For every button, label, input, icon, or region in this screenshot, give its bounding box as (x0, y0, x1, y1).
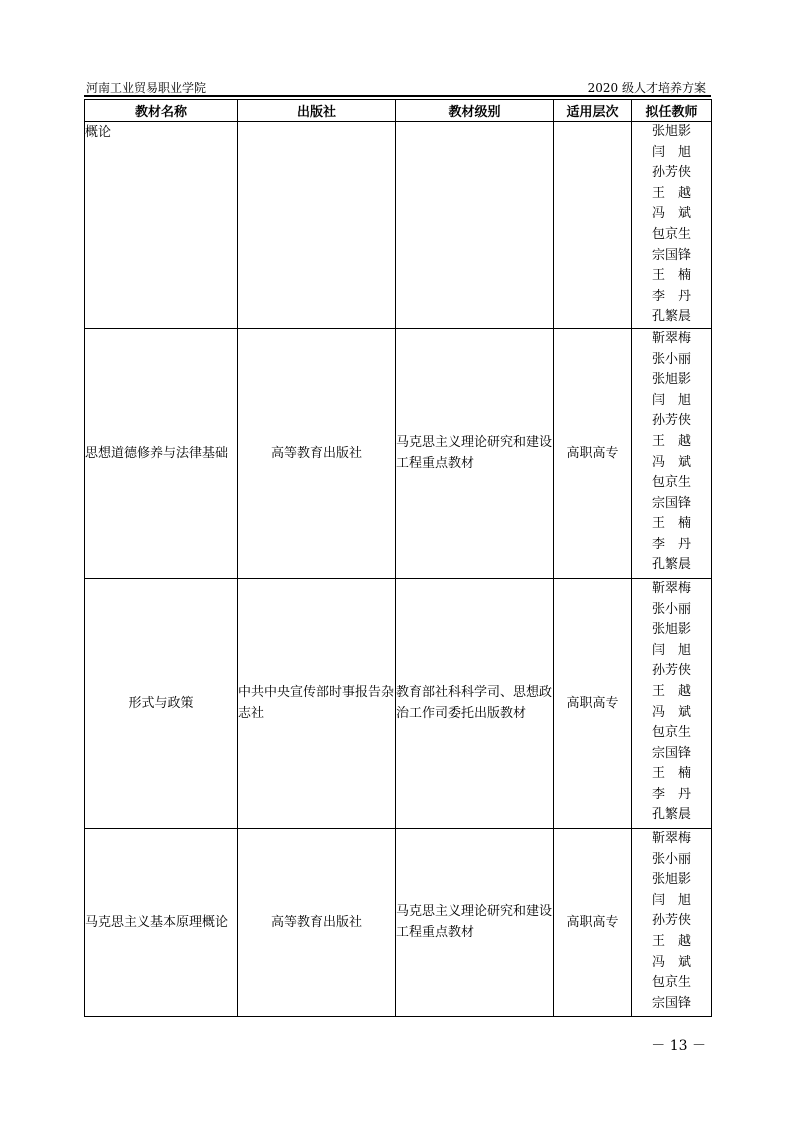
cell-teachers (632, 578, 712, 828)
teacher-name: 孔繁晨 (651, 807, 691, 823)
teacher-name: 王 楠 (651, 516, 691, 532)
header-program-title: 2020 级人才培养方案 (587, 81, 706, 95)
table-row (85, 328, 712, 578)
teacher-name: 李 丹 (651, 288, 691, 304)
teacher-name: 闫 旭 (651, 892, 691, 908)
cell-publisher (238, 122, 396, 329)
teacher-name: 闫 旭 (651, 392, 691, 408)
cell-textbook-name: 马克思主义基本原理概论 (85, 828, 238, 1016)
teacher-name: 靳翠梅 (651, 330, 691, 346)
teacher-name: 王 越 (651, 683, 691, 699)
teacher-name: 孙芳侠 (651, 413, 691, 429)
cell-applicable-level: 高职高专 (554, 328, 632, 578)
col-header-textbook-name: 教材名称 (85, 100, 238, 122)
table-row (85, 122, 712, 329)
teacher-name: 王 楠 (651, 268, 691, 284)
teacher-name: 孙芳侠 (651, 913, 691, 929)
col-header-textbook-level: 教材级别 (396, 100, 554, 122)
table-header-row (85, 100, 712, 122)
teacher-name: 冯 斌 (651, 954, 691, 970)
cell-applicable-level (554, 122, 632, 329)
teacher-name: 包京生 (651, 725, 691, 741)
teacher-name: 张旭影 (651, 872, 691, 888)
cell-textbook-level (396, 122, 554, 329)
teacher-name: 闫 旭 (651, 144, 691, 160)
teacher-name: 宗国锋 (651, 995, 691, 1011)
textbook-table (84, 99, 712, 1017)
header-divider (84, 95, 711, 97)
teacher-name: 张小丽 (651, 601, 691, 617)
cell-teachers (632, 122, 712, 329)
cell-textbook-level: 马克思主义理论研究和建设工程重点教材 (396, 328, 554, 578)
col-header-applicable-level: 适用层次 (554, 100, 632, 122)
teacher-name: 李 丹 (651, 536, 691, 552)
teacher-name: 张旭影 (651, 372, 691, 388)
teacher-name: 王 越 (651, 185, 691, 201)
cell-textbook-name: 概论 (85, 122, 238, 329)
cell-textbook-name: 形式与政策 (85, 578, 238, 828)
teacher-name: 张小丽 (651, 851, 691, 867)
teacher-name: 宗国锋 (651, 745, 691, 761)
teacher-name: 包京生 (651, 226, 691, 242)
teacher-name: 李 丹 (651, 786, 691, 802)
col-header-teachers: 拟任教师 (632, 100, 712, 122)
cell-publisher: 高等教育出版社 (238, 328, 396, 578)
teacher-name: 张旭影 (651, 622, 691, 638)
teacher-name: 王 楠 (651, 766, 691, 782)
cell-textbook-level: 马克思主义理论研究和建设工程重点教材 (396, 828, 554, 1016)
header-school-name: 河南工业贸易职业学院 (86, 81, 207, 95)
cell-teachers (632, 328, 712, 578)
teacher-name: 宗国锋 (651, 247, 691, 263)
page-number-text: － 13 － (651, 1038, 706, 1054)
teacher-name: 包京生 (651, 475, 691, 491)
teacher-name: 闫 旭 (651, 642, 691, 658)
cell-textbook-level: 教育部社科科学司、思想政治工作司委托出版教材 (396, 578, 554, 828)
teacher-name: 靳翠梅 (651, 580, 691, 596)
teacher-name: 孔繁晨 (651, 309, 691, 325)
table-row (85, 578, 712, 828)
teacher-name: 孙芳侠 (651, 663, 691, 679)
cell-publisher: 高等教育出版社 (238, 828, 396, 1016)
teacher-name: 冯 斌 (651, 206, 691, 222)
table-row (85, 828, 712, 1016)
cell-applicable-level: 高职高专 (554, 828, 632, 1016)
cell-teachers (632, 828, 712, 1016)
teacher-name: 王 越 (651, 433, 691, 449)
teacher-name: 张小丽 (651, 351, 691, 367)
teacher-name: 靳翠梅 (651, 830, 691, 846)
teacher-name: 冯 斌 (651, 454, 691, 470)
cell-publisher: 中共中央宣传部时事报告杂志社 (238, 578, 396, 828)
teacher-name: 王 越 (651, 933, 691, 949)
teacher-name: 包京生 (651, 975, 691, 991)
col-header-publisher: 出版社 (238, 100, 396, 122)
teacher-name: 宗国锋 (651, 495, 691, 511)
cell-applicable-level: 高职高专 (554, 578, 632, 828)
teacher-name: 张旭影 (651, 124, 691, 139)
cell-textbook-name: 思想道德修养与法律基础 (85, 328, 238, 578)
teacher-name: 冯 斌 (651, 704, 691, 720)
teacher-name: 孙芳侠 (651, 165, 691, 181)
teacher-name: 孔繁晨 (651, 557, 691, 573)
